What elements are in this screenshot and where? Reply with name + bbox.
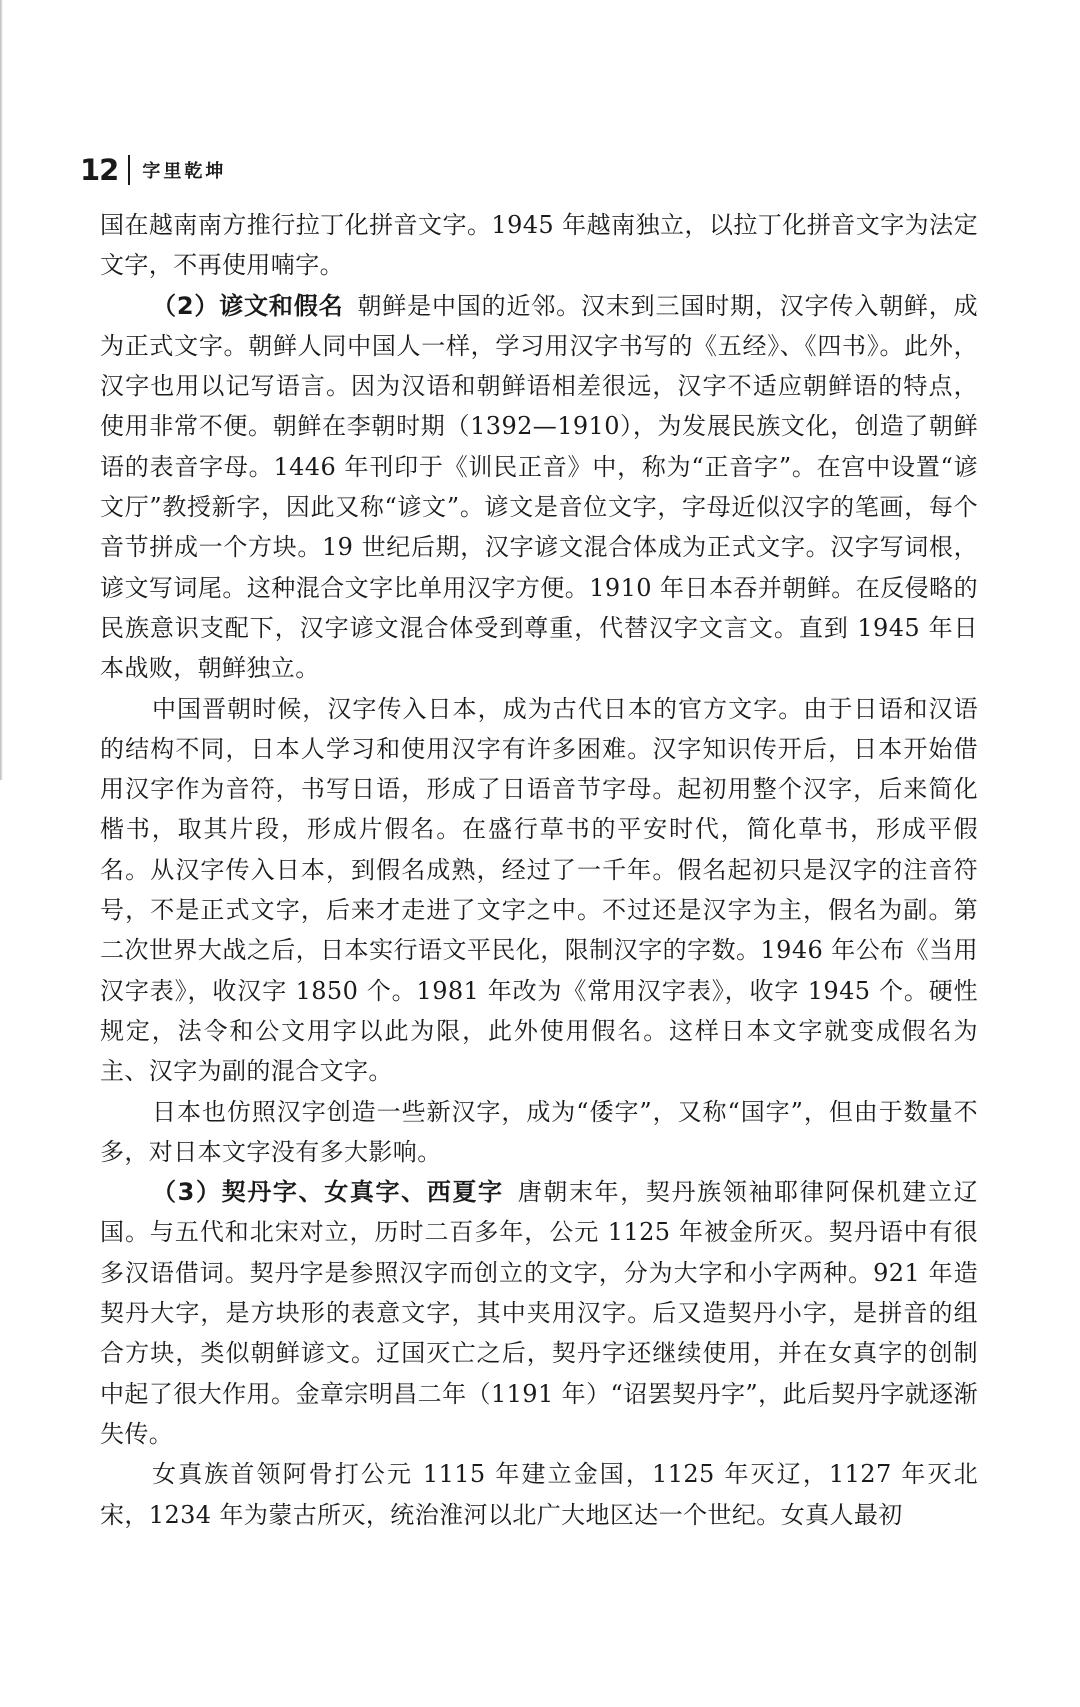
paragraph-text: 日本也仿照汉字创造一些新汉字，成为“倭字”，又称“国字”，但由于数量不多，对日本文字没有多大影响。 xyxy=(100,1097,978,1166)
paragraph-continuation xyxy=(100,205,978,286)
section-heading: （2）谚文和假名 xyxy=(152,291,344,320)
book-title: 字里乾坤 xyxy=(142,161,227,182)
paragraph-text: 国在越南南方推行拉丁化拼音文字。1945 年越南独立，以拉丁化拼音文字为法定文字，不再使用喃字。 xyxy=(100,211,978,280)
paragraph-jurchen xyxy=(100,1454,978,1535)
paragraph-text: 唐朝末年，契丹族领袖耶律阿保机建立辽国。与五代和北宋对立，历时二百多年，公元 1125 年被金所灭。契丹语中有很多汉语借词。契丹字是参照汉字而创立的文字，分为大字和小字两种。921 年造契丹大字，是方块形的表意文字，其中夹用汉字。后又造契丹小字，是拼音的组合方块，类似朝鲜谚文。辽国灭亡之后，契丹字还继续使用，并在女真字的创制中起了很大作用。金章宗明昌二年（1191 年）“诏罢契丹字”，此后契丹字就逐渐失传。 xyxy=(100,1178,978,1448)
section-heading: （3）契丹字、女真字、西夏字 xyxy=(152,1178,504,1207)
paragraph-text: 朝鲜是中国的近邻。汉末到三国时期，汉字传入朝鲜，成为正式文字。朝鲜人同中国人一样，学习用汉字书写的《五经》、《四书》。此外，汉字也用以记写语言。因为汉语和朝鲜语相差很远，汉字不适应朝鲜语的特点，使用非常不便。朝鲜在李朝时期（1392—1910），为发展民族文化，创造了朝鲜语的表音字母。1446 年刊印于《训民正音》中，称为“正音字”。在宫中设置“谚文厅”教授新字，因此又称“谚文”。谚文是音位文字，字母近似汉字的笔画，每个音节拼成一个方块。19 世纪后期，汉字谚文混合体成为正式文字。汉字写词根，谚文写词尾。这种混合文字比单用汉字方便。1910 年日本吞并朝鲜。在反侵略的民族意识支配下，汉字谚文混合体受到尊重，代替汉字文言文。直到 1945 年日本战败，朝鲜独立。 xyxy=(100,291,979,683)
paragraph-khitan xyxy=(100,1172,978,1454)
paragraph-text: 女真族首领阿骨打公元 1115 年建立金国，1125 年灭辽，1127 年灭北宋，1234 年为蒙古所灭，统治淮河以北广大地区达一个世纪。女真人最初 xyxy=(100,1460,978,1529)
paragraph-kokuji xyxy=(100,1092,978,1173)
header-divider xyxy=(128,155,130,185)
page-number: 12 xyxy=(80,153,119,187)
paragraph-text: 中国晋朝时候，汉字传入日本，成为古代日本的官方文字。由于日语和汉语的结构不同，日本人学习和使用汉字有许多困难。汉字知识传开后，日本开始借用汉字作为音符，书写日语，形成了日语音节字母。起初用整个汉字，后来简化楷书，取其片段，形成片假名。在盛行草书的平安时代，简化草书，形成平假名。从汉字传入日本，到假名成熟，经过了一千年。假名起初只是汉字的注音符号，不是正式文字，后来才走进了文字之中。不过还是汉字为主，假名为副。第二次世界大战之后，日本实行语文平民化，限制汉字的字数。1946 年公布《当用汉字表》，收汉字 1850 个。1981 年改为《常用汉字表》，收字 1945 个。硬性规定，法令和公文用字以此为限，此外使用假名。这样日本文字就变成假名为主、汉字为副的混合文字。 xyxy=(100,694,978,1086)
paragraph-hangul-kana xyxy=(100,286,978,689)
page-edge-shadow xyxy=(0,0,3,780)
body-text xyxy=(100,205,978,1535)
running-header xyxy=(80,150,226,190)
paragraph-japan xyxy=(100,689,978,1092)
